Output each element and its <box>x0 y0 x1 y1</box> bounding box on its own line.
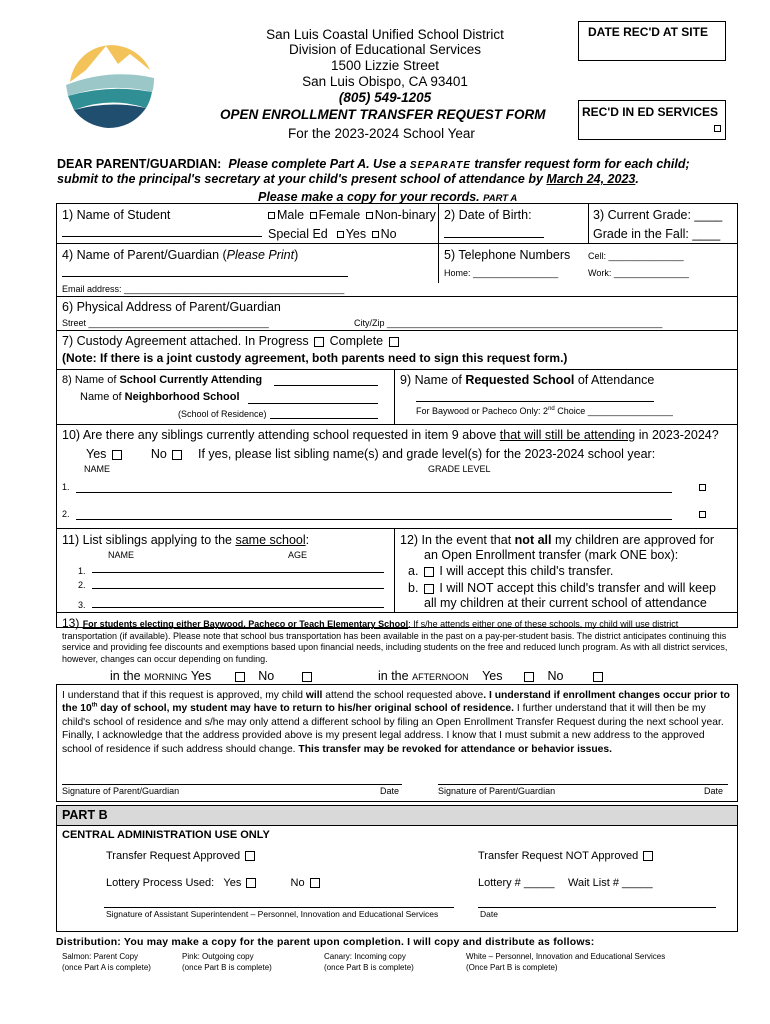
second-choice-sup: nd <box>548 406 555 412</box>
option-b-letter: b. <box>408 581 419 595</box>
field-12-line-2: an Open Enrollment transfer (mark ONE box): <box>424 548 679 562</box>
male-label: Male <box>277 208 305 222</box>
separate-word: SEPARATE <box>409 160 471 171</box>
lottery-process <box>106 877 322 890</box>
morning-no-checkbox[interactable] <box>302 672 312 682</box>
recd-ed-services-checkbox[interactable] <box>714 125 721 132</box>
agreement-p1: I understand that if this request is approved, my child <box>62 690 306 701</box>
agreement-p3: . I understand if enrollment changes occur prior to the 10 <box>62 690 730 715</box>
applying-row-1: 1. <box>78 566 86 576</box>
district-name: San Luis Coastal Unified School District <box>266 27 504 42</box>
field-10-options <box>86 447 184 461</box>
requested-school-label: Requested School <box>465 373 575 387</box>
applying-row-3-field[interactable] <box>92 596 384 608</box>
field-9-text: 9) Name of <box>400 373 466 387</box>
afternoon-options <box>378 669 605 683</box>
field-3-label: 3) Current Grade: ____ <box>593 208 723 222</box>
transfer-not-approved <box>478 850 655 863</box>
morning-options <box>110 669 314 683</box>
applying-row-1-field[interactable] <box>92 561 384 573</box>
pink-copy-note: (once Part B is complete) <box>182 963 272 972</box>
sibling-grade-header: GRADE LEVEL <box>428 464 491 474</box>
lottery-yes-label: Yes <box>223 877 242 889</box>
field-5-label: 5) Telephone Numbers <box>444 248 571 262</box>
morning-yes-label: Yes <box>190 669 212 683</box>
intro-line-1 <box>57 157 690 172</box>
intro-text-2: submit to the principal's secretary at your child's present school of attendance by <box>57 172 547 186</box>
part-a-label: PART A <box>483 193 518 204</box>
transfer-approved-label: Transfer Request Approved <box>106 850 241 862</box>
female-checkbox[interactable] <box>310 212 317 219</box>
special-ed-options <box>268 227 397 241</box>
agreement-p6: This transfer may be revoked for attendance or behavior issues. <box>298 743 612 755</box>
parent-signature-label-1: Signature of Parent/Guardian <box>62 786 180 796</box>
applying-row-2: 2. <box>78 580 86 590</box>
field-4-text: 4) Name of Parent/Guardian ( <box>62 248 227 262</box>
division-name: Division of Educational Services <box>288 42 482 57</box>
field-7-text: 7) Custody Agreement attached. In Progress <box>62 334 309 348</box>
distribution-title: Distribution: You may make a copy for the parent upon completion. I will copy and distribute as follows: <box>56 936 595 948</box>
street-label[interactable]: Street ____________________________________ <box>62 318 269 328</box>
sibling-row-1-field[interactable] <box>76 481 672 493</box>
field-13-text <box>62 616 734 665</box>
parent-signature-line-2[interactable] <box>438 784 728 785</box>
siblings-no-checkbox[interactable] <box>172 450 182 460</box>
white-copy-note: (Once Part B is complete) <box>466 963 558 972</box>
lottery-no-checkbox[interactable] <box>310 878 320 888</box>
neighborhood-text: Name of <box>80 391 125 403</box>
lottery-no-label: No <box>290 877 305 889</box>
transfer-approved <box>106 850 257 863</box>
field-12-end: my children are approved for <box>551 533 715 547</box>
lottery-process-label: Lottery Process Used: <box>106 877 215 889</box>
field-10-underlined: that will still be attending <box>499 428 636 442</box>
field-10-text: 10) Are there any siblings currently attending school requested in item 9 above <box>62 428 500 442</box>
field-2-label: 2) Date of Birth: <box>444 208 532 222</box>
female-label: Female <box>318 208 361 222</box>
sibling-row-2: 2. <box>62 509 70 519</box>
special-ed-no-label: No <box>380 227 397 241</box>
deadline: March 24, 2023 <box>546 172 636 186</box>
transfer-not-approved-label: Transfer Request NOT Approved <box>478 850 639 862</box>
afternoon-prefix: in the <box>378 669 413 683</box>
field-13-number: 13) <box>62 616 83 630</box>
lottery-yes-checkbox[interactable] <box>246 878 256 888</box>
nonbinary-checkbox[interactable] <box>366 212 373 219</box>
option-b-line-2: all my children at their current school of attendance <box>424 596 707 610</box>
field-13-schools: For students electing either Baywood, Pacheco or Teach Elementary School <box>82 619 409 629</box>
city-address: San Luis Obispo, CA 93401 <box>302 74 468 89</box>
grade-fall-label: Grade in the Fall: ____ <box>593 227 721 241</box>
special-ed-yes-checkbox[interactable] <box>337 231 344 238</box>
sibling-row-2-checkbox[interactable] <box>699 511 706 518</box>
siblings-yes-checkbox[interactable] <box>112 450 122 460</box>
lottery-number[interactable]: Lottery # _____ <box>478 877 555 889</box>
complete-label: Complete <box>329 334 384 348</box>
afternoon-no-label: No <box>547 669 564 683</box>
morning-prefix: in the <box>110 669 145 683</box>
field-10-label <box>62 428 719 442</box>
student-name-field[interactable] <box>62 224 262 237</box>
field-11-end: : <box>305 533 310 547</box>
male-checkbox[interactable] <box>268 212 275 219</box>
option-a-letter: a. <box>408 564 419 578</box>
applying-row-3: 3. <box>78 600 86 610</box>
intro-text-1: Please complete Part A. Use a <box>228 157 410 171</box>
option-a <box>408 564 613 578</box>
field-8-label <box>62 374 262 387</box>
intro-text-1b: transfer request form for each child; <box>470 157 690 171</box>
school-attending-label: School Currently Attending <box>119 374 263 386</box>
field-12-text: 12) In the event that <box>400 533 515 547</box>
special-ed-label: Special Ed <box>268 227 328 241</box>
afternoon-no-checkbox[interactable] <box>593 672 603 682</box>
cell-phone-label[interactable]: Cell: _______________ <box>588 251 684 261</box>
email-label[interactable]: Email address: ____________________________________________ <box>62 284 345 294</box>
current-school-field[interactable] <box>274 374 378 386</box>
sibling-row-2-field[interactable] <box>76 508 672 520</box>
phone-number: (805) 549-1205 <box>338 90 432 105</box>
parent-name-field[interactable] <box>62 266 348 277</box>
option-b <box>408 581 716 595</box>
morning-yes-checkbox[interactable] <box>235 672 245 682</box>
joint-custody-note: (Note: If there is a joint custody agreement, both parents need to sign this request form.) <box>62 351 568 365</box>
morning-no-label: No <box>258 669 275 683</box>
admin-date-line[interactable] <box>478 907 716 908</box>
form-title: OPEN ENROLLMENT TRANSFER REQUEST FORM <box>220 107 546 122</box>
field-12-label <box>400 533 714 547</box>
admin-signature-label: Signature of Assistant Superintendent – Personnel, Innovation and Educational Services <box>106 909 439 919</box>
please-print: Please Print <box>226 248 295 262</box>
sibling-applying-name-header: NAME <box>108 550 135 560</box>
pink-copy: Pink: Outgoing copy <box>182 952 254 961</box>
field-9-text-end: of Attendance <box>574 373 655 387</box>
agreement-will: will <box>305 690 323 701</box>
sibling-applying-age-header: AGE <box>288 550 308 560</box>
neighborhood-school-label: Neighborhood School <box>124 391 240 403</box>
school-year: For the 2023-2024 School Year <box>288 126 475 141</box>
recd-ed-services-label: REC'D IN ED SERVICES <box>582 105 718 119</box>
central-admin-label: CENTRAL ADMINISTRATION USE ONLY <box>62 829 270 841</box>
admin-signature-line[interactable] <box>104 907 454 908</box>
agreement-th: th <box>91 702 98 709</box>
transfer-approved-checkbox[interactable] <box>245 851 255 861</box>
salmon-copy: Salmon: Parent Copy <box>62 952 139 961</box>
siblings-yes-label: Yes <box>86 447 107 461</box>
afternoon-yes-label: Yes <box>482 669 503 683</box>
canary-copy: Canary: Incoming copy <box>324 952 406 961</box>
field-1-label: 1) Name of Student <box>62 208 171 222</box>
intro-line-2: submit to the principal's secretary at your child's present school of attendance by March 24, 2023. <box>57 172 639 186</box>
special-ed-yes-label: Yes <box>345 227 367 241</box>
school-of-residence-label: (School of Residence) <box>178 409 267 419</box>
dear-label: DEAR PARENT/GUARDIAN: <box>57 157 222 171</box>
salmon-copy-note: (once Part A is complete) <box>62 963 151 972</box>
morning-label: MORNING <box>144 672 188 682</box>
sibling-name-header: NAME <box>84 464 111 474</box>
agreement-text <box>62 689 734 756</box>
special-ed-no-checkbox[interactable] <box>372 231 379 238</box>
parent-date-label-1: Date <box>380 786 400 796</box>
field-11-text: 11) List siblings applying to the <box>62 533 236 547</box>
parent-signature-label-2: Signature of Parent/Guardian <box>438 786 556 796</box>
siblings-no-label: No <box>150 447 167 461</box>
transfer-not-approved-checkbox[interactable] <box>643 851 653 861</box>
white-copy: White – Personnel, Innovation and Educational Services <box>466 952 666 961</box>
complete-checkbox[interactable] <box>389 337 399 347</box>
intro-text-3: Please make a copy for your records. <box>258 190 480 204</box>
date-recd-site-label: DATE REC'D AT SITE <box>588 25 708 39</box>
field-8-text: 8) Name of <box>62 374 120 386</box>
neighborhood-label <box>80 391 240 404</box>
sibling-row-1: 1. <box>62 482 70 492</box>
school-of-residence-field[interactable] <box>270 407 378 419</box>
neighborhood-school-field[interactable] <box>248 392 378 404</box>
agreement-p5: I further understand that it will then be my child's school of residence and s/he may only attend a different school by filing an Open Enrollment Transfer Request during the next school year. Finally, I acknowledge that the address provided above is my present legal address. I know that I must submit a new address to the approved school of residence if such address should change. <box>62 703 724 755</box>
parent-date-label-2: Date <box>704 786 724 796</box>
field-13-body: : If s/he attends either one of these schools, my child will use district transportation (if available). Please note that school bus transportation has been available in the past on a pay-per-student basis. The district anticipates continuing this service and providing fee discounts and exemptions based upon financial needs, including students on the free and reduced lunch program. As with all district services, however, changes can occur depending on funding. <box>62 619 728 664</box>
same-school-underlined: same school <box>235 533 306 547</box>
nonbinary-label: Non-binary <box>374 208 436 222</box>
in-progress-checkbox[interactable] <box>314 337 324 347</box>
street-address: 1500 Lizzie Street <box>330 58 440 73</box>
field-4-label <box>62 248 298 262</box>
afternoon-label: AFTERNOON <box>412 672 469 682</box>
field-9-label <box>400 373 654 387</box>
field-10-end: in 2023-2024? <box>635 428 719 442</box>
field-10-instructions: If yes, please list sibling name(s) and grade level(s) for the 2023-2024 school year: <box>198 447 656 461</box>
work-phone-label[interactable]: Work: _______________ <box>588 268 689 278</box>
admin-date-label: Date <box>480 909 498 919</box>
sibling-row-1-checkbox[interactable] <box>699 484 706 491</box>
gender-options <box>266 208 436 222</box>
applying-row-2-field[interactable] <box>92 577 384 589</box>
canary-copy-note: (once Part B is complete) <box>324 963 414 972</box>
wait-list-number[interactable]: Wait List # _____ <box>568 877 653 889</box>
afternoon-yes-checkbox[interactable] <box>524 672 534 682</box>
option-b-checkbox[interactable] <box>424 584 434 594</box>
field-6-label: 6) Physical Address of Parent/Guardian <box>62 300 281 314</box>
agreement-p4: day of school, my student may have to return to his/her original school of residence. <box>97 703 514 715</box>
parent-signature-line-1[interactable] <box>62 784 402 785</box>
option-a-checkbox[interactable] <box>424 567 434 577</box>
not-all-bold: not all <box>514 533 552 547</box>
field-11-label <box>62 533 309 547</box>
second-choice-text: For Baywood or Pacheco Only: 2 <box>416 406 549 416</box>
date-of-birth-field[interactable] <box>444 226 544 238</box>
field-7-label <box>62 334 401 348</box>
part-b-title: PART B <box>62 808 108 822</box>
field-4-close: ) <box>294 248 299 262</box>
second-choice-label[interactable] <box>416 406 673 416</box>
agreement-p2: attend the school requested above <box>322 690 484 701</box>
option-b-text: I will NOT accept this child's transfer and will keep <box>439 581 716 595</box>
city-zip-label[interactable]: City/Zip _______________________________________________________ <box>354 318 663 328</box>
requested-school-field[interactable] <box>416 392 654 402</box>
second-choice-end: Choice _________________ <box>554 406 673 416</box>
part-b-header-bg <box>57 806 737 825</box>
home-phone-label[interactable]: Home: _________________ <box>444 268 559 278</box>
option-a-text: I will accept this child's transfer. <box>439 564 614 578</box>
